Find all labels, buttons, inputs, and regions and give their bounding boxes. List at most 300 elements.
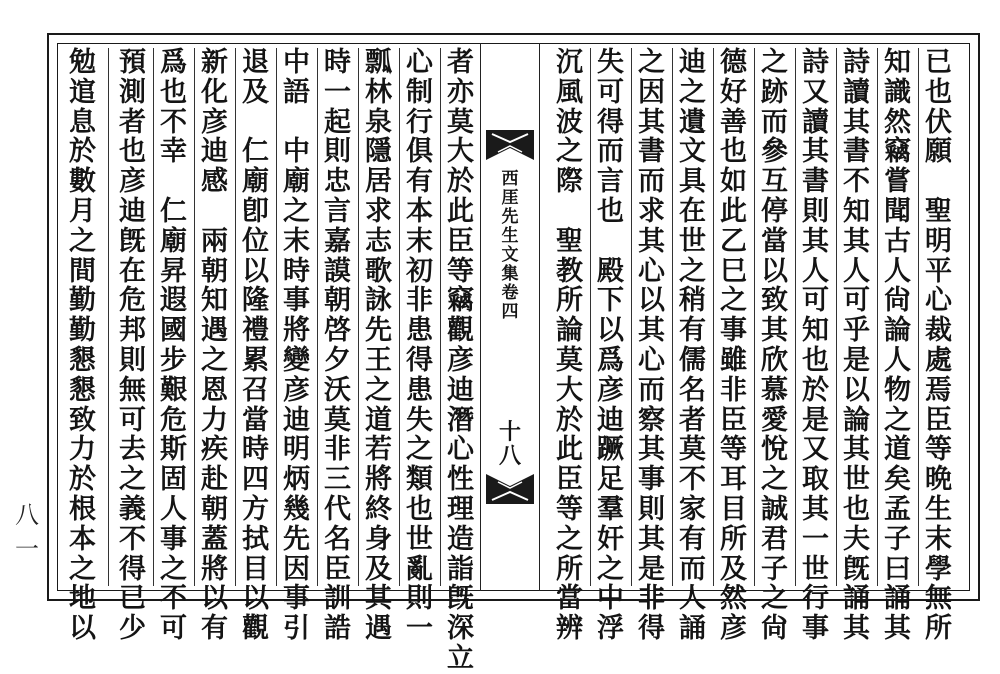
lower-fishtail-icon <box>484 472 536 506</box>
glyph: 之 <box>283 195 310 227</box>
glyph: 有 <box>679 523 706 555</box>
column-rule <box>153 48 154 586</box>
glyph: 是 <box>802 404 829 436</box>
glyph: 心 <box>406 47 433 78</box>
glyph: 波 <box>556 106 583 138</box>
glyph: 臣 <box>720 404 747 436</box>
glyph: 而 <box>597 136 624 168</box>
glyph: 聞 <box>884 195 911 227</box>
glyph: 讀 <box>802 106 829 138</box>
glyph: 聖 <box>556 225 583 257</box>
glyph: 之 <box>679 255 706 287</box>
right_half-column-7 <box>676 47 709 645</box>
glyph: 之 <box>638 47 665 78</box>
glyph: 方 <box>242 493 269 525</box>
glyph: 又 <box>802 434 829 466</box>
glyph: 文 <box>679 136 706 168</box>
glyph: 化 <box>201 76 228 108</box>
glyph: 危 <box>160 404 187 436</box>
glyph: 訓 <box>324 583 351 615</box>
glyph: 然 <box>720 583 747 615</box>
glyph: 義 <box>119 493 146 525</box>
glyph: 林 <box>365 76 392 108</box>
glyph: 莫 <box>447 106 474 138</box>
glyph: 其 <box>638 225 665 257</box>
glyph: 旣 <box>447 583 474 615</box>
glyph: 事 <box>802 613 829 645</box>
left_half-column-6 <box>239 47 272 645</box>
glyph: 知 <box>201 285 228 317</box>
glyph: 大 <box>556 374 583 406</box>
glyph: 中 <box>283 136 310 168</box>
glyph: 學 <box>925 553 952 585</box>
glyph: 國 <box>160 315 187 347</box>
glyph: 然 <box>884 106 911 138</box>
glyph: 於 <box>556 404 583 436</box>
glyph: 志 <box>365 225 392 257</box>
glyph: 沃 <box>324 374 351 406</box>
glyph <box>239 108 272 138</box>
glyph: 時 <box>242 434 269 466</box>
glyph: 也 <box>925 76 952 108</box>
glyph: 卽 <box>242 195 269 227</box>
glyph: 蓋 <box>201 523 228 555</box>
glyph: 心 <box>638 255 665 287</box>
glyph: 裁 <box>925 315 952 347</box>
glyph: 世 <box>406 523 433 555</box>
glyph: 子 <box>884 523 911 555</box>
glyph: 人 <box>679 583 706 615</box>
glyph: 失 <box>597 47 624 78</box>
glyph: 固 <box>160 464 187 496</box>
glyph <box>594 227 627 257</box>
glyph: 名 <box>679 374 706 406</box>
glyph: 致 <box>761 285 788 317</box>
glyph: 俱 <box>406 136 433 168</box>
glyph: 非 <box>406 285 433 317</box>
glyph: 旣 <box>119 225 146 257</box>
glyph: 無 <box>119 374 146 406</box>
glyph: 於 <box>69 136 96 168</box>
glyph: 莫 <box>679 434 706 466</box>
glyph: 所 <box>720 523 747 555</box>
right_half-column-1 <box>922 47 955 645</box>
glyph: 之 <box>679 76 706 108</box>
glyph: 隱 <box>365 136 392 168</box>
glyph: 時 <box>283 255 310 287</box>
center-page-number <box>480 420 540 468</box>
glyph: 願 <box>925 136 952 168</box>
glyph: 好 <box>720 76 747 108</box>
glyph: 其 <box>843 225 870 257</box>
glyph: 患 <box>406 315 433 347</box>
glyph: 識 <box>884 76 911 108</box>
glyph: 有 <box>201 613 228 645</box>
glyph: 朝 <box>201 493 228 525</box>
glyph: 可 <box>119 404 146 436</box>
glyph: 隆 <box>242 285 269 317</box>
column-rule <box>317 48 318 586</box>
glyph: 變 <box>283 344 310 376</box>
glyph: 恩 <box>201 374 228 406</box>
glyph: 所 <box>556 553 583 585</box>
glyph: 將 <box>283 315 310 347</box>
glyph: 則 <box>638 493 665 525</box>
glyph: 是 <box>638 553 665 585</box>
glyph: 一 <box>802 523 829 555</box>
glyph: 其 <box>843 434 870 466</box>
column-rule <box>358 48 359 586</box>
glyph: 當 <box>242 404 269 436</box>
glyph: 彦 <box>119 166 146 198</box>
glyph: 禮 <box>242 315 269 347</box>
glyph: 所 <box>556 285 583 317</box>
glyph: 三 <box>324 464 351 496</box>
glyph: 制 <box>406 76 433 108</box>
glyph: 行 <box>406 106 433 138</box>
glyph: 危 <box>119 285 146 317</box>
glyph: 步 <box>160 344 187 376</box>
glyph: 伏 <box>925 106 952 138</box>
title-glyph: 先 <box>501 207 519 227</box>
glyph: 地 <box>69 583 96 615</box>
glyph: 誦 <box>884 583 911 615</box>
glyph: 可 <box>160 613 187 645</box>
center-book-title <box>480 170 540 322</box>
glyph: 可 <box>802 285 829 317</box>
glyph: 之 <box>761 583 788 615</box>
glyph: 心 <box>447 434 474 466</box>
glyph: 於 <box>447 166 474 198</box>
page-number-glyph: 一 <box>15 535 39 563</box>
glyph: 物 <box>884 374 911 406</box>
glyph: 遇 <box>201 315 228 347</box>
glyph: 行 <box>802 583 829 615</box>
glyph: 辨 <box>556 613 583 645</box>
glyph: 者 <box>119 106 146 138</box>
left_half-column-5 <box>280 47 313 645</box>
glyph: 不 <box>679 464 706 496</box>
glyph: 拭 <box>242 523 269 555</box>
glyph: 彦 <box>447 344 474 376</box>
glyph: 測 <box>119 76 146 108</box>
glyph: 王 <box>365 344 392 376</box>
glyph: 則 <box>324 136 351 168</box>
glyph: 四 <box>242 464 269 496</box>
glyph: 知 <box>802 315 829 347</box>
glyph: 將 <box>201 553 228 585</box>
glyph: 不 <box>843 166 870 198</box>
page-glyph: 十 <box>498 419 521 445</box>
glyph: 爲 <box>597 344 624 376</box>
glyph: 邦 <box>119 315 146 347</box>
glyph: 此 <box>556 434 583 466</box>
glyph <box>922 167 955 197</box>
glyph: 因 <box>283 553 310 585</box>
glyph: 乎 <box>843 315 870 347</box>
glyph: 而 <box>761 106 788 138</box>
column-rule <box>276 48 277 586</box>
glyph: 其 <box>761 315 788 347</box>
glyph: 其 <box>638 434 665 466</box>
glyph: 之 <box>556 523 583 555</box>
glyph: 時 <box>324 47 351 78</box>
glyph: 語 <box>283 76 310 108</box>
glyph: 以 <box>242 255 269 287</box>
glyph: 之 <box>69 225 96 257</box>
glyph: 焉 <box>925 374 952 406</box>
glyph: 引 <box>283 613 310 645</box>
glyph: 力 <box>201 404 228 436</box>
glyph: 勉 <box>69 47 96 78</box>
glyph: 彦 <box>597 374 624 406</box>
glyph: 可 <box>597 76 624 108</box>
glyph: 之 <box>201 344 228 376</box>
page-number-glyph: 八 <box>15 501 39 529</box>
glyph: 彦 <box>720 613 747 645</box>
glyph: 觀 <box>242 613 269 645</box>
glyph: 心 <box>638 344 665 376</box>
glyph: 少 <box>119 613 146 645</box>
glyph: 兩 <box>201 225 228 257</box>
glyph <box>157 167 190 197</box>
glyph: 德 <box>720 47 747 78</box>
glyph: 亂 <box>406 553 433 585</box>
column-rule <box>877 48 878 586</box>
glyph: 勤 <box>69 285 96 317</box>
glyph: 當 <box>761 225 788 257</box>
glyph: 起 <box>324 106 351 138</box>
glyph: 世 <box>802 553 829 585</box>
glyph: 也 <box>843 493 870 525</box>
glyph: 退 <box>242 47 269 78</box>
glyph: 乙 <box>720 225 747 257</box>
glyph: 知 <box>884 47 911 78</box>
right_half-column-9 <box>594 47 627 645</box>
glyph: 迪 <box>283 404 310 436</box>
glyph: 之 <box>556 136 583 168</box>
left_half-column-9 <box>116 47 149 645</box>
glyph: 力 <box>69 434 96 466</box>
glyph: 有 <box>406 166 433 198</box>
glyph: 孟 <box>884 493 911 525</box>
glyph: 忠 <box>324 166 351 198</box>
glyph: 以 <box>597 315 624 347</box>
glyph: 沉 <box>556 47 583 78</box>
glyph: 本 <box>69 523 96 555</box>
glyph: 誦 <box>843 583 870 615</box>
glyph: 根 <box>69 493 96 525</box>
glyph: 以 <box>638 285 665 317</box>
glyph: 已 <box>925 47 952 78</box>
glyph: 之 <box>69 553 96 585</box>
right_half-column-8 <box>635 47 668 645</box>
glyph: 等 <box>925 434 952 466</box>
glyph: 之 <box>761 464 788 496</box>
right_half-column-2 <box>881 47 914 645</box>
glyph: 性 <box>447 464 474 496</box>
glyph: 等 <box>556 493 583 525</box>
glyph: 得 <box>406 344 433 376</box>
page-glyph: 八 <box>498 443 521 469</box>
glyph: 則 <box>802 195 829 227</box>
glyph: 位 <box>242 225 269 257</box>
glyph: 迪 <box>447 374 474 406</box>
glyph: 得 <box>597 106 624 138</box>
glyph: 道 <box>365 404 392 436</box>
glyph: 誥 <box>324 613 351 645</box>
glyph: 察 <box>638 404 665 436</box>
glyph: 迪 <box>679 47 706 78</box>
glyph: 詣 <box>447 553 474 585</box>
glyph: 其 <box>638 106 665 138</box>
glyph: 聖 <box>925 195 952 227</box>
glyph: 末 <box>925 523 952 555</box>
glyph: 非 <box>720 374 747 406</box>
column-rule <box>754 48 755 586</box>
glyph: 其 <box>638 315 665 347</box>
page-number <box>12 498 42 566</box>
glyph: 末 <box>283 225 310 257</box>
right_half-column-4 <box>799 47 832 645</box>
glyph: 嘗 <box>884 166 911 198</box>
glyph: 逭 <box>69 76 96 108</box>
glyph: 及 <box>720 553 747 585</box>
glyph: 之 <box>365 374 392 406</box>
column-rule <box>399 48 400 586</box>
glyph: 蹶 <box>597 434 624 466</box>
glyph: 則 <box>119 344 146 376</box>
column-rule <box>918 48 919 586</box>
glyph: 求 <box>365 195 392 227</box>
glyph: 息 <box>69 106 96 138</box>
glyph: 赴 <box>201 464 228 496</box>
glyph: 人 <box>802 255 829 287</box>
glyph: 愛 <box>761 404 788 436</box>
glyph: 當 <box>556 583 583 615</box>
glyph: 本 <box>406 195 433 227</box>
glyph: 造 <box>447 523 474 555</box>
glyph: 尙 <box>884 285 911 317</box>
glyph: 懇 <box>69 344 96 376</box>
glyph: 歌 <box>365 255 392 287</box>
glyph: 人 <box>884 255 911 287</box>
glyph: 感 <box>201 166 228 198</box>
glyph <box>280 108 313 138</box>
glyph: 而 <box>638 374 665 406</box>
glyph: 夫 <box>843 523 870 555</box>
glyph: 在 <box>679 195 706 227</box>
glyph: 際 <box>556 166 583 198</box>
glyph: 停 <box>761 195 788 227</box>
glyph: 書 <box>638 136 665 168</box>
glyph: 人 <box>884 344 911 376</box>
glyph: 潛 <box>447 404 474 436</box>
glyph: 遐 <box>160 285 187 317</box>
glyph: 召 <box>242 374 269 406</box>
glyph: 尙 <box>761 613 788 645</box>
glyph: 處 <box>925 344 952 376</box>
glyph: 彦 <box>283 374 310 406</box>
glyph: 以 <box>69 613 96 645</box>
glyph: 因 <box>638 76 665 108</box>
title-glyph: 生 <box>501 226 519 246</box>
glyph: 非 <box>324 434 351 466</box>
glyph: 不 <box>119 523 146 555</box>
glyph: 之 <box>884 404 911 436</box>
glyph: 論 <box>843 404 870 436</box>
glyph: 莫 <box>556 344 583 376</box>
glyph: 幾 <box>283 493 310 525</box>
glyph: 亦 <box>447 76 474 108</box>
glyph: 以 <box>201 583 228 615</box>
right_half-column-5 <box>758 47 791 645</box>
glyph: 及 <box>365 553 392 585</box>
glyph: 代 <box>324 493 351 525</box>
glyph: 足 <box>597 464 624 496</box>
glyph: 求 <box>638 195 665 227</box>
title-glyph: 西 <box>501 169 519 189</box>
glyph: 其 <box>802 136 829 168</box>
glyph: 慕 <box>761 374 788 406</box>
glyph: 先 <box>283 523 310 555</box>
glyph: 觀 <box>447 315 474 347</box>
glyph: 儒 <box>679 344 706 376</box>
glyph: 等 <box>447 255 474 287</box>
glyph: 曰 <box>884 553 911 585</box>
column-rule <box>795 48 796 586</box>
right_half-column-3 <box>840 47 873 645</box>
glyph: 取 <box>802 464 829 496</box>
glyph: 新 <box>201 47 228 78</box>
glyph: 參 <box>761 136 788 168</box>
glyph: 一 <box>324 76 351 108</box>
glyph: 不 <box>160 583 187 615</box>
glyph: 所 <box>925 613 952 645</box>
left_half-column-8 <box>157 47 190 645</box>
glyph: 殿 <box>597 255 624 287</box>
glyph: 道 <box>884 434 911 466</box>
glyph: 其 <box>802 225 829 257</box>
glyph: 末 <box>406 225 433 257</box>
title-glyph: 厓 <box>501 188 519 208</box>
glyph: 廟 <box>283 166 310 198</box>
glyph: 晩 <box>925 464 952 496</box>
glyph: 也 <box>119 136 146 168</box>
glyph: 心 <box>925 285 952 317</box>
glyph: 書 <box>802 166 829 198</box>
glyph: 及 <box>242 76 269 108</box>
glyph: 迪 <box>119 195 146 227</box>
glyph: 也 <box>406 493 433 525</box>
glyph: 致 <box>69 404 96 436</box>
glyph: 身 <box>365 523 392 555</box>
title-glyph: 四 <box>501 302 519 322</box>
glyph: 嘉 <box>324 225 351 257</box>
glyph: 矣 <box>884 464 911 496</box>
column-rule <box>235 48 236 586</box>
glyph: 君 <box>761 523 788 555</box>
glyph: 遇 <box>365 613 392 645</box>
glyph: 事 <box>283 285 310 317</box>
glyph: 之 <box>160 553 187 585</box>
glyph: 等 <box>720 434 747 466</box>
glyph: 事 <box>283 583 310 615</box>
glyph: 明 <box>283 434 310 466</box>
column-rule <box>631 48 632 586</box>
glyph: 此 <box>720 195 747 227</box>
glyph: 不 <box>160 106 187 138</box>
